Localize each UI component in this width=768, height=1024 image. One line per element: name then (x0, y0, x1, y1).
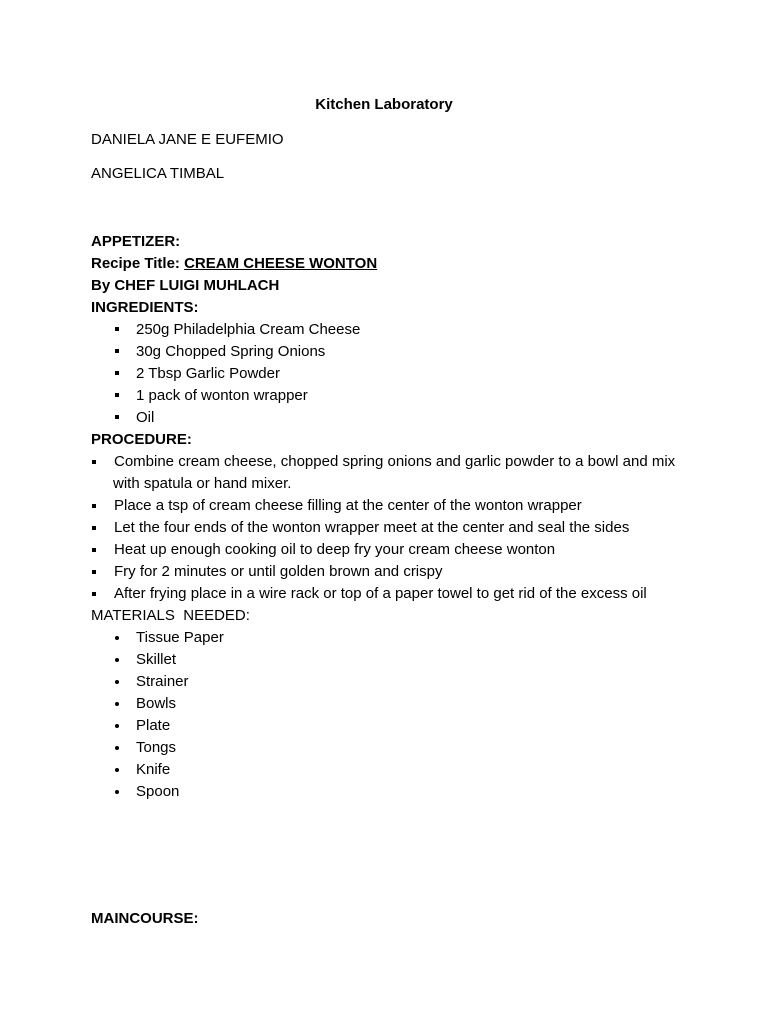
material-item: Bowls (91, 693, 691, 715)
procedure-step (91, 539, 693, 561)
procedure-step-text: Heat up enough cooking oil to deep fry your cream cheese wonton (114, 541, 556, 558)
recipe-title-label: Recipe Title: (91, 255, 185, 272)
square-bullet-icon (92, 570, 96, 574)
materials-list (91, 627, 691, 803)
square-bullet-icon (92, 592, 96, 596)
square-bullet-icon (92, 460, 96, 464)
procedure-list (91, 451, 691, 605)
appetizer-section (91, 231, 691, 803)
procedure-step-text: Let the four ends of the wonton wrapper meet at the center and seal the sides (114, 519, 630, 536)
author-name-1: DANIELA JANE E EUFEMIO (91, 131, 284, 148)
ingredient-item: 30g Chopped Spring Onions (91, 341, 691, 363)
chef-byline: By CHEF LUIGI MUHLACH (91, 277, 280, 294)
procedure-step (91, 561, 693, 583)
procedure-step-text: Combine cream cheese, chopped spring onions and garlic powder to a bowl and mix with spatula or hand mixer. (113, 453, 676, 492)
maincourse-heading: MAINCOURSE: (91, 910, 199, 927)
ingredients-list (91, 319, 691, 429)
procedure-step-text: After frying place in a wire rack or top of a paper towel to get rid of the excess oil (114, 585, 647, 602)
document-title: Kitchen Laboratory (315, 96, 453, 113)
procedure-heading: PROCEDURE: (91, 431, 192, 448)
ingredient-item: Oil (91, 407, 691, 429)
material-item: Plate (91, 715, 691, 737)
material-item: Knife (91, 759, 691, 781)
material-item: Skillet (91, 649, 691, 671)
material-item: Tissue Paper (91, 627, 691, 649)
procedure-step-text: Place a tsp of cream cheese filling at the center of the wonton wrapper (114, 497, 582, 514)
square-bullet-icon (92, 504, 96, 508)
material-item: Spoon (91, 781, 691, 803)
procedure-step (91, 495, 693, 517)
recipe-title: CREAM CHEESE WONTON (184, 255, 378, 272)
square-bullet-icon (92, 526, 96, 530)
material-item: Tongs (91, 737, 691, 759)
material-item: Strainer (91, 671, 691, 693)
procedure-step (91, 517, 693, 539)
ingredient-item: 1 pack of wonton wrapper (91, 385, 691, 407)
ingredient-item: 250g Philadelphia Cream Cheese (91, 319, 691, 341)
procedure-step-text: Fry for 2 minutes or until golden brown and crispy (114, 563, 443, 580)
ingredients-heading: INGREDIENTS: (91, 299, 199, 316)
recipe-title-line (91, 253, 691, 275)
materials-heading: MATERIALS NEEDED: (91, 607, 250, 624)
procedure-step (91, 451, 693, 495)
square-bullet-icon (92, 548, 96, 552)
ingredient-item: 2 Tbsp Garlic Powder (91, 363, 691, 385)
appetizer-heading: APPETIZER: (91, 233, 181, 250)
author-name-2: ANGELICA TIMBAL (91, 165, 225, 182)
procedure-step (91, 583, 693, 605)
